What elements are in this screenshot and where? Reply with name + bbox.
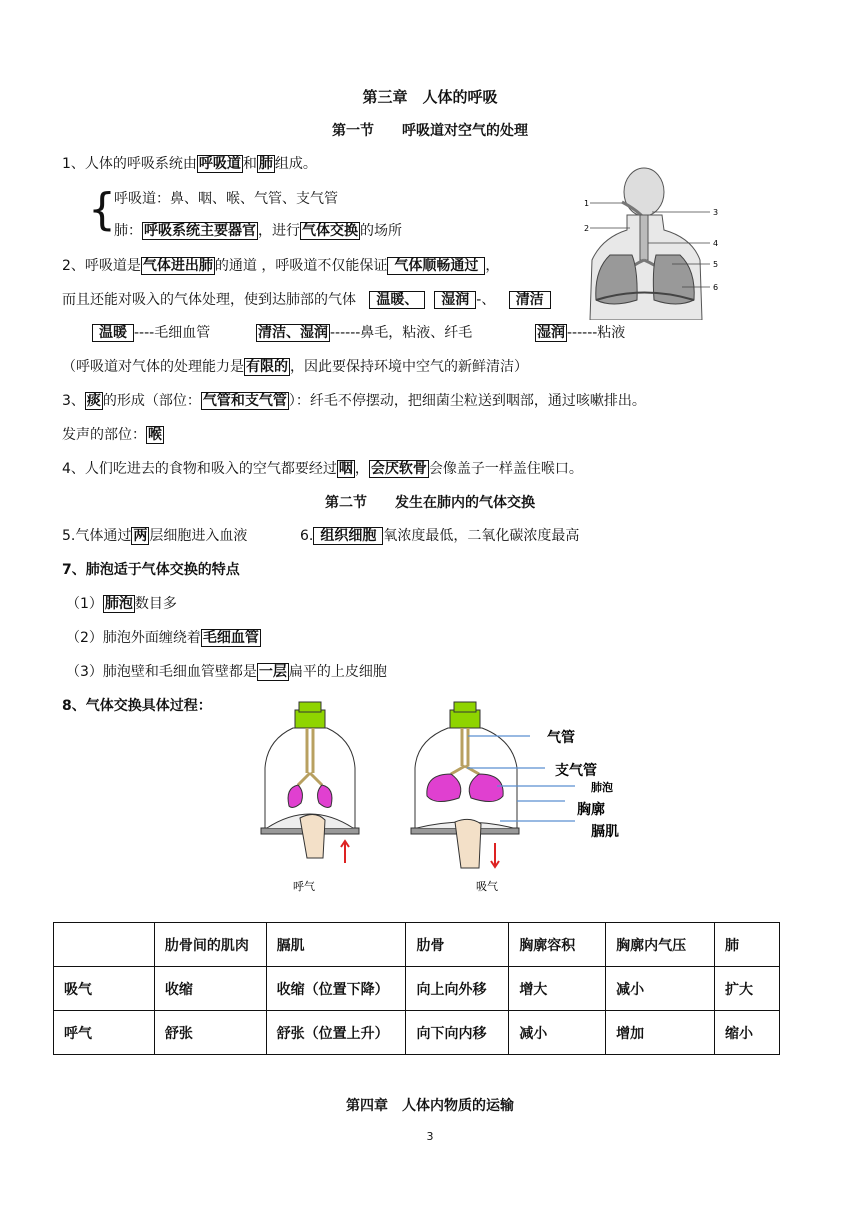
- svg-text:1: 1: [584, 199, 590, 208]
- answer-box: 气体交换: [302, 223, 358, 239]
- label-thorax: 胸廓: [577, 802, 605, 818]
- table-header-row: 肋骨间的肌肉 膈肌 肋骨 胸廓容积 胸廓内气压 肺: [54, 923, 780, 967]
- label-diaphragm: 膈肌: [591, 824, 619, 840]
- bell-jar-diagram: [255, 688, 655, 900]
- label-bronchus: 支气管: [555, 763, 597, 779]
- answer-box: 清洁、湿润: [258, 325, 328, 341]
- item-7c: （3）肺泡壁和毛细血管壁都是 一层 扁平的上皮细胞: [66, 664, 387, 680]
- svg-text:2: 2: [584, 224, 590, 233]
- item-6: 6. 组织细胞 氧浓度最低，二氧化碳浓度最高: [300, 528, 580, 544]
- item-3b: 发声的部位： 喉: [62, 427, 162, 443]
- answer-box: 温暖、: [369, 291, 425, 309]
- svg-text:5: 5: [713, 260, 719, 269]
- item-2c: 温暖 ----毛细血管: [92, 322, 210, 342]
- item-1: 1、人体的呼吸系统由 呼吸道 和 肺 组成。: [62, 156, 317, 172]
- answer-box: 喉: [148, 427, 162, 443]
- answer-box: 清洁: [509, 291, 551, 309]
- answer-box: 气体顺畅通过: [387, 257, 485, 275]
- answer-box: 温暖: [92, 324, 134, 342]
- svg-text:4: 4: [713, 239, 719, 248]
- answer-box: 肺: [258, 156, 273, 172]
- answer-box: 会厌软骨: [370, 461, 427, 477]
- item-2d: （呼吸道对气体的处理能力是 有限的 ，因此要保持环境中空气的新鲜清洁）: [62, 359, 528, 375]
- answer-box: 有限的: [246, 359, 288, 375]
- answer-box: 咽: [338, 461, 353, 477]
- label-trachea: 气管: [547, 730, 575, 746]
- respiratory-system-diagram: [582, 160, 732, 320]
- item-2b: 而且还能对吸入的气体处理，使到达肺部的气体 温暖、 湿润 -、 清洁: [62, 289, 551, 309]
- answer-box: 组织细胞: [313, 527, 383, 545]
- answer-box: 呼吸系统主要器官: [144, 223, 256, 239]
- chapter-title-4: 第四章 人体内物质的运输: [346, 1098, 514, 1114]
- answer-box: 毛细血管: [202, 630, 259, 646]
- item-2: 2、呼吸道是 气体进出肺 的通道 ，呼吸道不仅能保证 气体顺畅通过 ，: [62, 258, 500, 274]
- item-4: 4、人们吃进去的食物和吸入的空气都要经过 咽 ， 会厌软骨 会像盖子一样盖住喉口。: [62, 461, 583, 477]
- table-row: 吸气 收缩 收缩（位置下降） 向上向外移 增大 减小 扩大: [54, 967, 780, 1011]
- item-1a: 呼吸道：鼻、咽、喉、气管、支气管: [114, 191, 338, 207]
- item-7a: （1） 肺泡 数目多: [66, 596, 177, 612]
- answer-box: 肺泡: [104, 596, 133, 612]
- bell-jar-exhale: [261, 702, 359, 893]
- answer-box: 湿润: [537, 325, 565, 341]
- item-7: 7、肺泡适于气体交换的特点: [62, 562, 240, 578]
- svg-text:吸气: 吸气: [476, 880, 498, 893]
- chapter-title: 第三章 人体的呼吸: [362, 88, 498, 106]
- answer-box: 痰: [86, 393, 101, 409]
- item-7b: （2）肺泡外面缠绕着 毛细血管: [66, 630, 259, 646]
- comparison-table: [53, 922, 780, 1055]
- item-3: 3、 痰 的形成（部位： 气管和支气管 ）：纤毛不停摆动，把细菌尘粒送到咽部，通过咳嗽排出。: [62, 393, 646, 409]
- answer-box: 呼吸道: [198, 156, 241, 172]
- svg-text:3: 3: [713, 208, 719, 217]
- item-2c-mid: 清洁、湿润 ------鼻毛，粘液、纤毛: [258, 325, 473, 341]
- answer-box: 一层: [258, 664, 287, 680]
- table-row: 呼气 舒张 舒张（位置上升） 向下向内移 减小 增加 缩小: [54, 1011, 780, 1055]
- item-8: 8、气体交换具体过程：: [62, 698, 212, 714]
- answer-box: 湿润: [434, 291, 476, 309]
- answer-box: 气体进出肺: [142, 258, 213, 274]
- label-alveoli: 肺泡: [591, 781, 613, 794]
- item-2c-right: 湿润 ------粘液: [537, 325, 626, 341]
- item-1b: 肺： 呼吸系统主要器官 ，进行 气体交换 的场所: [114, 223, 402, 239]
- section-title-2: 第二节 发生在肺内的气体交换: [325, 495, 535, 511]
- curly-brace: {: [88, 184, 116, 235]
- bell-jar-inhale: [411, 702, 519, 893]
- answer-box: 气管和支气管: [202, 393, 287, 409]
- page-number: 3: [426, 1130, 434, 1143]
- svg-text:6: 6: [713, 283, 719, 292]
- section-title: 第一节 呼吸道对空气的处理: [332, 123, 528, 139]
- item-5: 5.气体通过 两 层细胞进入血液: [62, 528, 248, 544]
- answer-box: 两: [133, 528, 148, 544]
- svg-text:呼气: 呼气: [293, 880, 315, 893]
